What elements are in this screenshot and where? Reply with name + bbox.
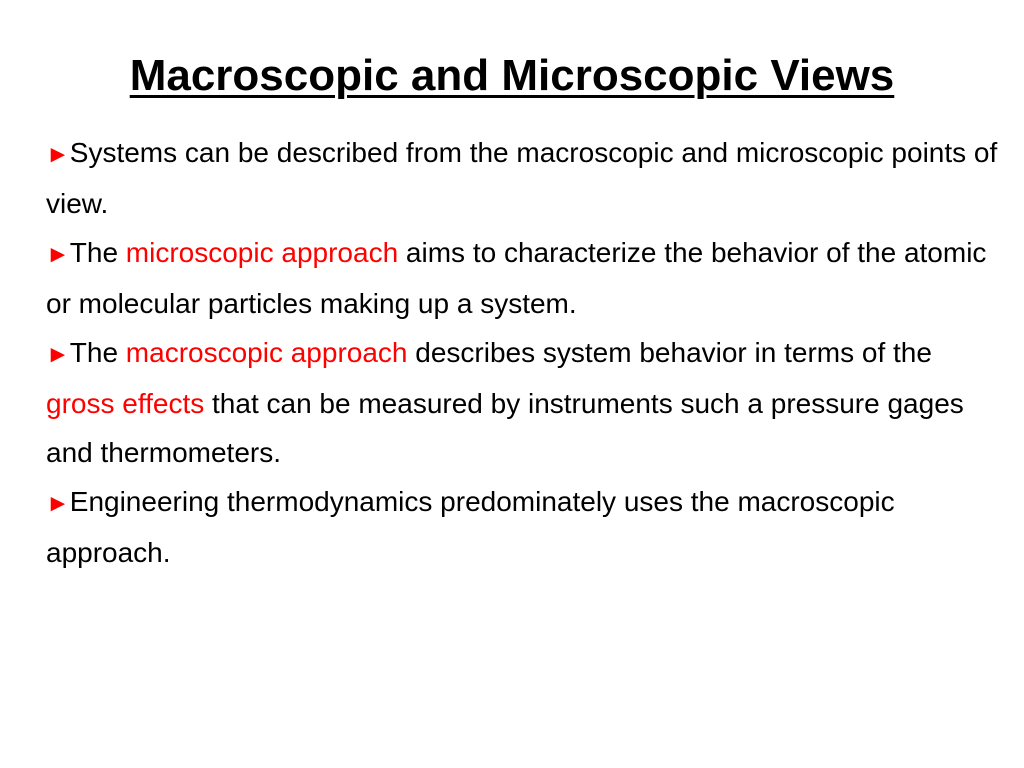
bullet-paragraph-4 xyxy=(46,477,1006,577)
paragraph-3-text-start: The xyxy=(69,337,126,368)
bullet-paragraph-3 xyxy=(46,328,1006,477)
bullet-paragraph-1 xyxy=(46,128,1006,228)
highlight-gross-effects: gross effects xyxy=(46,388,205,419)
paragraph-3-text-middle: describes system behavior in terms of the xyxy=(407,337,932,368)
paragraph-4-text: Engineering thermodynamics predominately uses the macroscopic approach. xyxy=(46,486,895,568)
bullet-arrow-icon: ► xyxy=(46,490,70,517)
slide-title-text: Macroscopic and Microscopic Views xyxy=(129,51,895,100)
bullet-paragraph-2 xyxy=(46,228,1006,328)
paragraph-3-text-end: that can be measured by instruments such a pressure gages and thermometers. xyxy=(46,388,964,468)
paragraph-2-text-end: aims to characterize the behavior of the atomic or molecular particles making up a system. xyxy=(46,237,987,319)
bullet-arrow-icon: ► xyxy=(46,141,70,168)
bullet-arrow-icon: ► xyxy=(46,241,70,268)
paragraph-2-text-start: The xyxy=(69,237,126,268)
slide-body xyxy=(46,128,1006,577)
slide-title xyxy=(0,48,1024,104)
highlight-microscopic-approach: microscopic approach xyxy=(125,237,399,268)
paragraph-1-text: Systems can be described from the macroscopic and microscopic points of view. xyxy=(46,137,998,219)
highlight-macroscopic-approach: macroscopic approach xyxy=(125,337,408,368)
bullet-arrow-icon: ► xyxy=(46,341,70,368)
